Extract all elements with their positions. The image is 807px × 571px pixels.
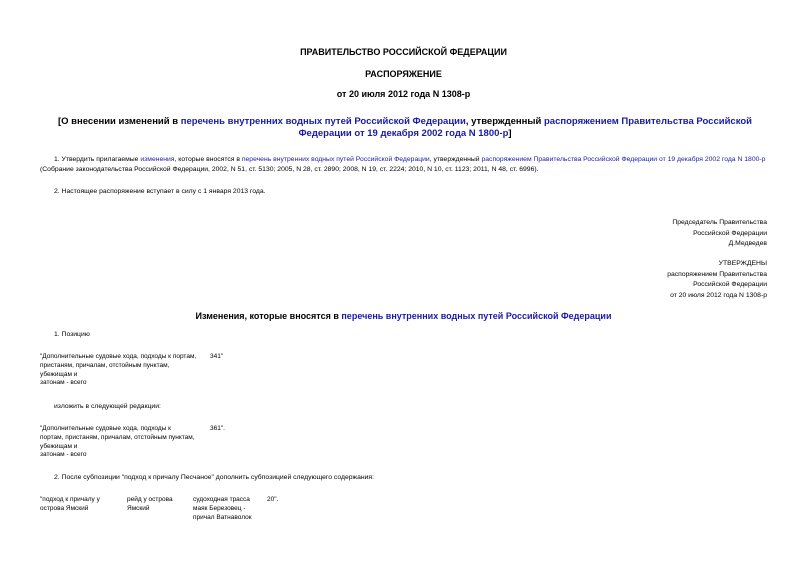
approval-line-4: от 20 июля 2012 года N 1308-р [670,291,767,299]
subposition-col-3-line-1: судоходная трасса [193,496,250,503]
approval-line-2: распоряжением Правительства [667,270,767,278]
approval-block [667,259,767,301]
changes-title-text: Изменения, которые вносятся в [195,311,342,321]
item-1-instruction: изложить в следующей редакции: [54,403,161,410]
subject-open: [О внесении изменений в [57,116,181,127]
document-date-number: от 20 июля 2012 года N 1308-р [336,89,471,99]
subposition-col-3-line-3: причал Ватнаволок [193,513,252,521]
old-position-line-1: "Дополнительные судовые хода, подходы к портам, [40,353,197,360]
item-1-label: 1. Позицию [54,331,90,338]
new-position-line-3: убежищам и [40,442,78,450]
new-position-line-4: затонам - всего [40,451,87,459]
subposition-col-4: 20". [267,496,279,503]
subposition-col-2 [127,496,192,514]
subposition-col-1 [40,496,125,514]
new-position-value: 361". [210,425,225,432]
subject-close: ] [508,128,512,139]
order-1800-link[interactable]: распоряжением Правительства Российской Федерации от 19 декабря 2002 года N 1800-р [298,116,752,139]
subposition-col-1-line-2: острова Ямский [40,504,89,512]
subposition-col-3-line-2: маяк Березовец - [193,504,246,512]
government-title: ПРАВИТЕЛЬСТВО РОССИЙСКОЙ ФЕДЕРАЦИИ [300,47,507,57]
document-subject [40,116,770,140]
para1-text-3: , утвержденный [429,156,482,163]
signature-name: Д.Медведев [728,240,767,247]
subject-middle: , утвержденный [465,116,544,127]
paragraph-2: 2. Настоящее распоряжение вступает в силу с 1 января 2013 года. [54,188,266,195]
signature-line-1: Председатель Правительства [672,219,767,226]
new-position-line-1: "Дополнительные судовые хода, подходы к [40,425,172,432]
old-position-value: 341" [210,353,224,360]
para1-text-1: 1. Утвердить прилагаемые [54,156,141,163]
approval-line-1: УТВЕРЖДЕНЫ [718,260,767,267]
para1-text-4: (Собрание законодательства Российской Федерации, 2002, N 51, ст. 5130; 2005, N 28, ст. 2890; 2008, N 19, ст. 2224; 2010, N 10, ст. 1123; 2011, N 48, ст. 6996). [40,165,539,173]
approval-line-3: Российской Федерации [693,281,767,288]
para1-text-2: , которые вносятся в [174,156,242,163]
subposition-col-1-line-1: "подход к причалу у [40,496,100,503]
paragraph-1 [40,155,775,174]
subposition-col-2-line-2: Ямский [127,504,150,512]
old-position-line-4: затонам - всего [40,379,87,387]
waterways-list-link[interactable]: перечень внутренних водных путей Российской Федерации [180,116,466,127]
changes-title [0,311,807,321]
new-position-line-2: портам, пристаням, причалам, отстойным пунктам, [40,433,195,441]
new-position-text [40,425,210,460]
signature-block [672,218,767,250]
signature-line-2: Российской Федерации [693,229,767,237]
subposition-col-3 [193,496,265,522]
old-position-line-3: убежищам и [40,370,78,378]
para1-order-link[interactable]: распоряжением Правительства Российской Федерации от 19 декабря 2002 года N 1800-р [481,156,766,163]
item-2-text: 2. После субпозиции "подход к причалу Песчаное" дополнить субпозицией следующего содержания: [54,474,374,481]
old-position-line-2: пристаням, причалам, отстойным пунктам, [40,361,170,369]
document-type: РАСПОРЯЖЕНИЕ [365,69,442,79]
changes-link[interactable]: изменения [140,156,175,163]
para1-waterways-link[interactable]: перечень внутренних водных путей Российской Федерации [241,156,430,163]
subposition-col-2-line-1: рейд у острова [127,496,173,503]
old-position-text [40,353,210,388]
changes-title-link[interactable]: перечень внутренних водных путей Российской Федерации [341,311,612,321]
